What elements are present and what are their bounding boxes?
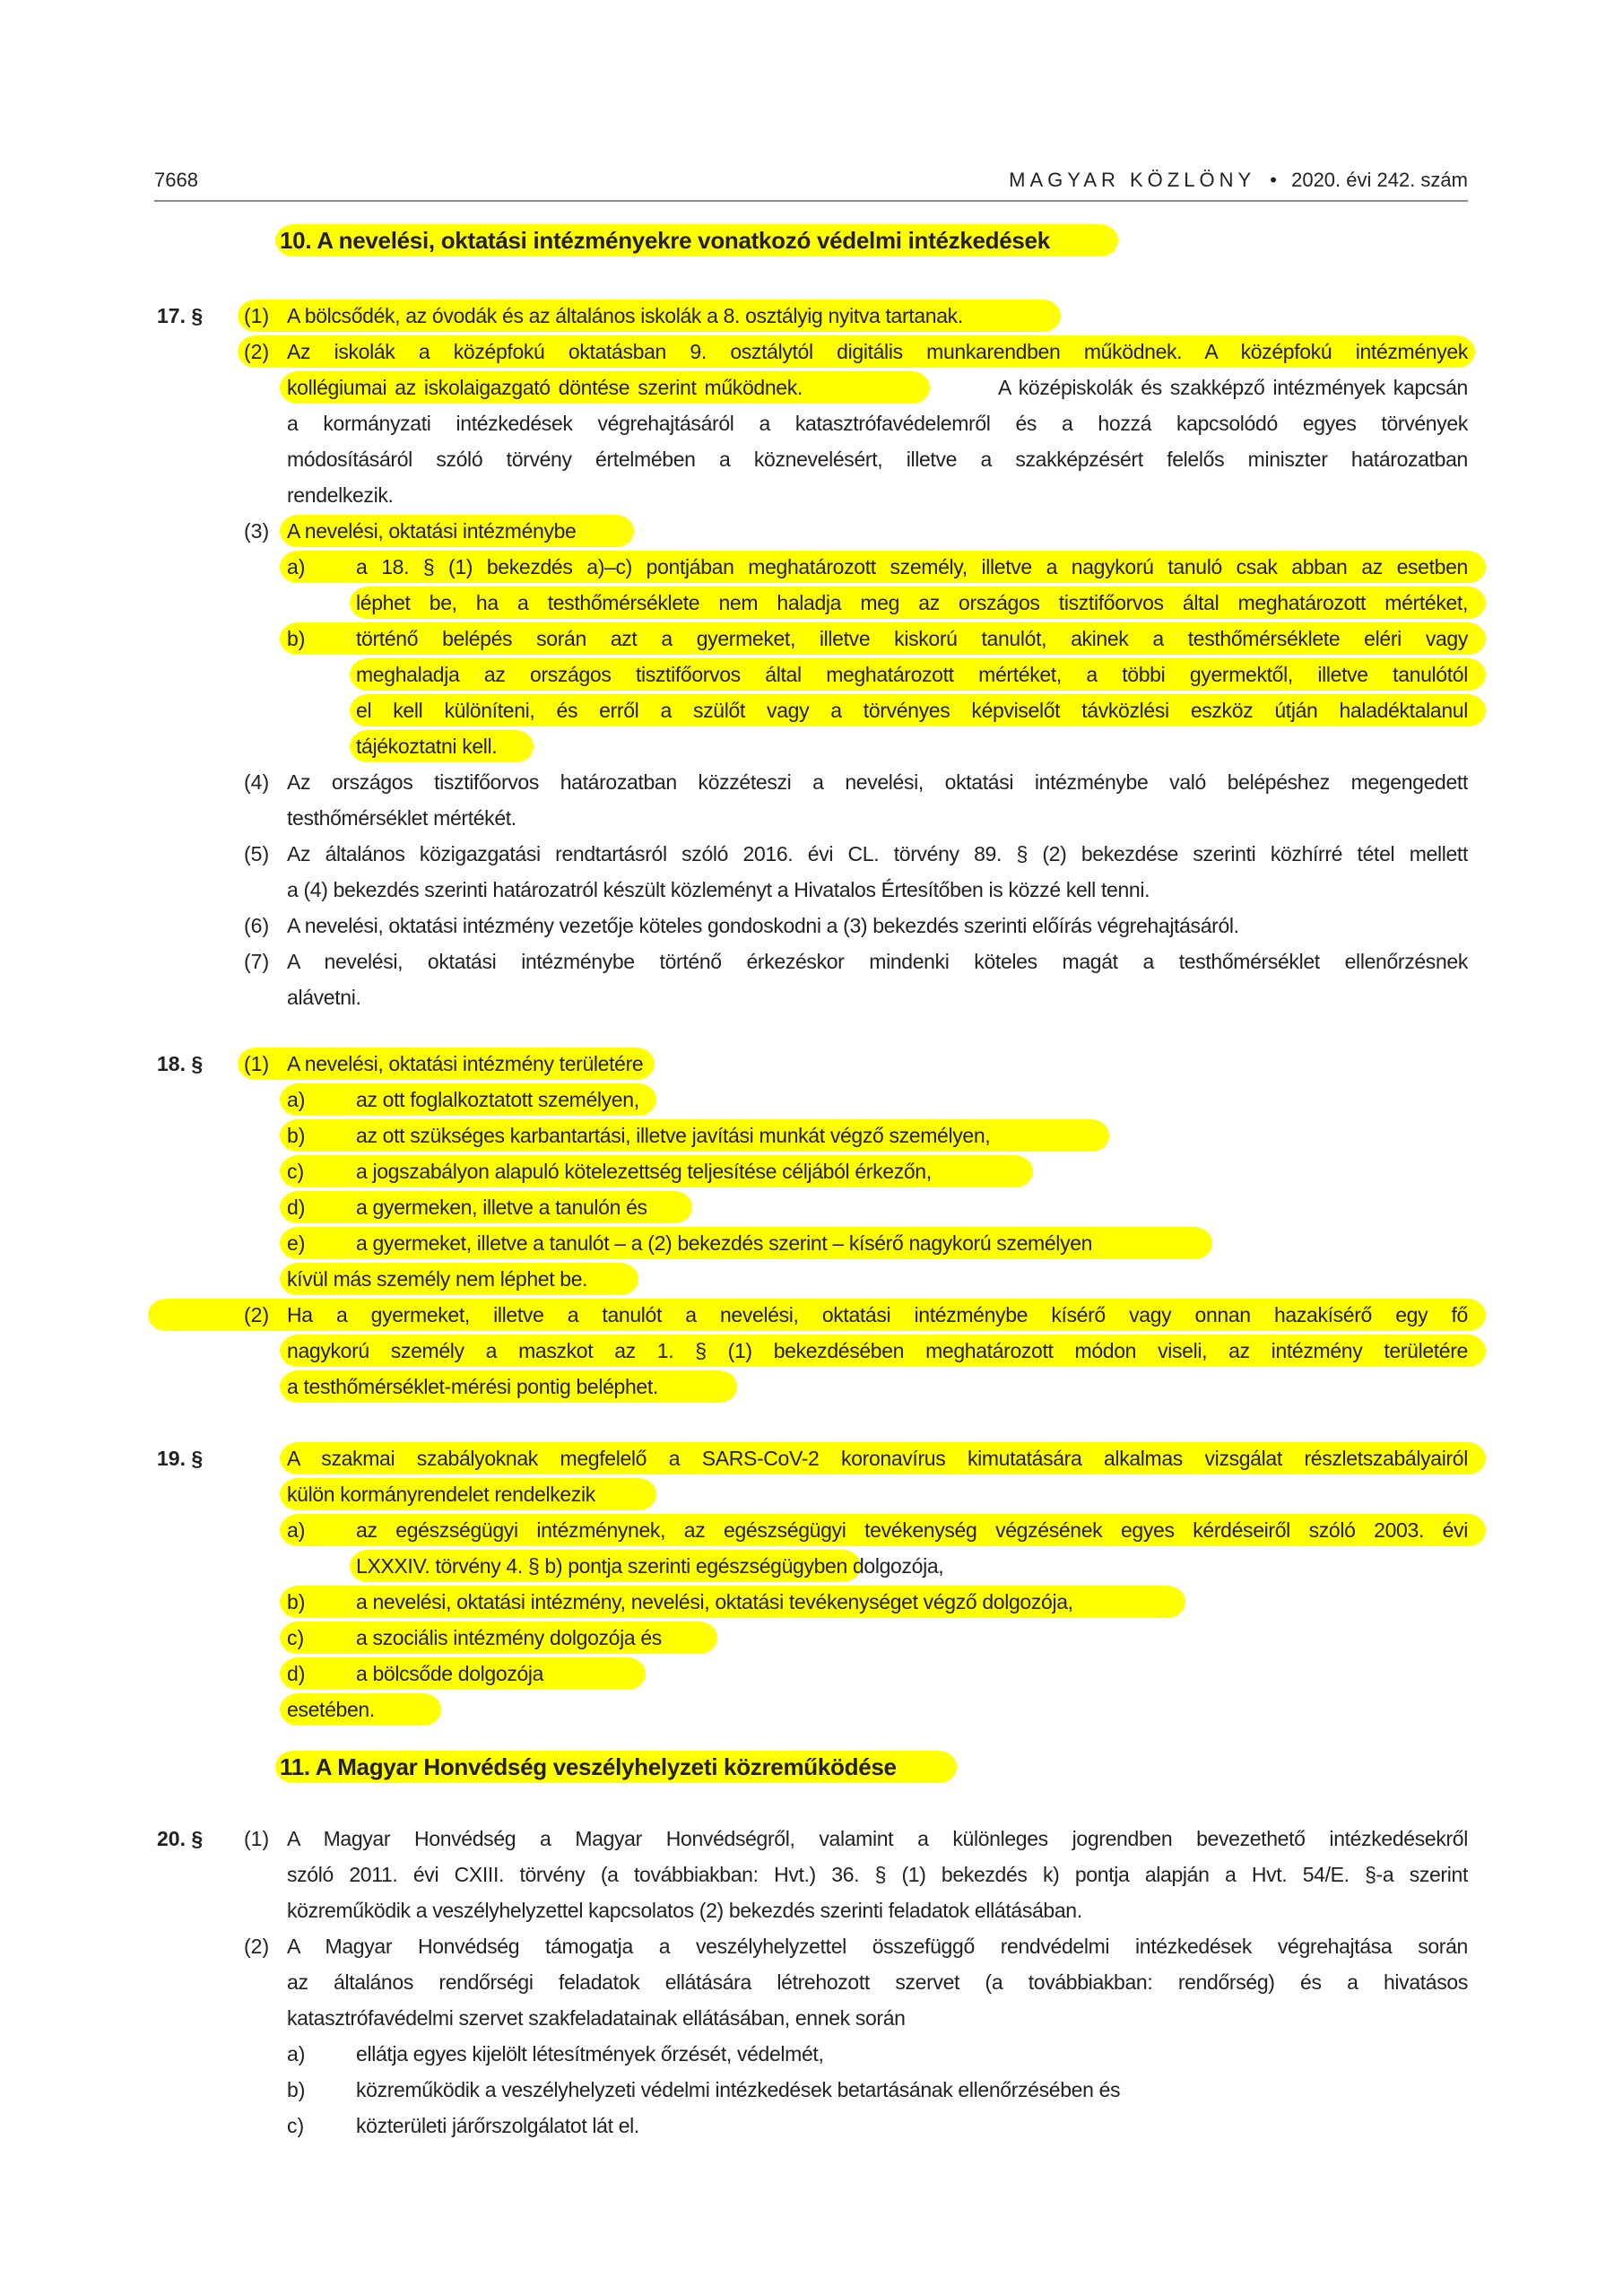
chapter-heading-10: 10. A nevelési, oktatási intézményekre vonatkozó védelmi intézkedések: [280, 227, 1050, 254]
item-label: b): [287, 2078, 306, 2101]
item-label: d): [287, 1662, 306, 1685]
paragraph-label: (6): [244, 914, 270, 937]
text-line: kívül más személy nem léphet be.: [287, 1267, 588, 1291]
item-label: c): [287, 1160, 305, 1183]
text-line: a bölcsőde dolgozója: [356, 1662, 544, 1685]
item-label: e): [287, 1231, 306, 1255]
paragraph-label: (2): [244, 1303, 270, 1326]
paragraph-label: (3): [244, 519, 270, 543]
text-line: Ha a gyermeket, illetve a tanulót a nevelési, oktatási intézménybe kísérő vagy onnan hazakísérő egy fő: [287, 1303, 1468, 1326]
text-line: LXXXIV. törvény 4. § b) pontja szerinti egészségügyben dolgozója,: [356, 1554, 944, 1578]
section-number: 18. §: [157, 1052, 204, 1075]
text-line: A bölcsődék, az óvodák és az általános iskolák a 8. osztályig nyitva tartanak.: [287, 304, 963, 327]
text-line: az általános rendőrségi feladatok ellátására létrehozott szervet (a továbbiakban: rendőrség) és a hivatásos: [287, 1970, 1468, 1994]
header-rule: [154, 200, 1468, 202]
text-line: testhőmérséklet mértékét.: [287, 806, 516, 830]
item-text: a jogszabályon alapuló kötelezettség teljesítése céljából érkezőn,: [356, 1160, 932, 1183]
section-number: 20. §: [157, 1827, 204, 1850]
text-line: a kormányzati intézkedések végrehajtásáról a katasztrófavédelemről és a hozzá kapcsolódó egyes törvények: [287, 412, 1468, 435]
item-text: a gyermeket, illetve a tanulót – a (2) bekezdés szerint – kísérő nagykorú személyen: [356, 1231, 1093, 1255]
text-line: meghaladja az országos tisztifőorvos által meghatározott mértéket, a többi gyermektől, illetve tanulótól: [356, 663, 1468, 686]
item-label: d): [287, 1196, 306, 1219]
item-text: ellátja egyes kijelölt létesítmények őrzését, védelmét,: [356, 2042, 824, 2066]
item-label: b): [287, 1124, 306, 1147]
issue-number: 2020. évi 242. szám: [1291, 169, 1468, 191]
text-line: a nevelési, oktatási intézmény, nevelési, oktatási tevékenységet végző dolgozója,: [356, 1590, 1073, 1613]
item-text: az ott foglalkoztatott személyen,: [356, 1088, 639, 1111]
text-line: A nevelési, oktatási intézmény területére: [287, 1052, 644, 1075]
text-line: tájékoztatni kell.: [356, 735, 498, 758]
item-label: a): [287, 1518, 306, 1542]
item-label: b): [287, 627, 306, 650]
text-line: Az országos tisztifőorvos határozatban közzéteszi a nevelési, oktatási intézménybe való belépéshez megengedett: [287, 770, 1468, 794]
item-label: b): [287, 1590, 306, 1613]
paragraph-label: (1): [244, 1827, 270, 1850]
text-line: módosításáról szóló törvény értelmében a köznevelésért, illetve a szakképzésért felelős miniszter határozatban: [287, 448, 1468, 471]
journal-title: [1009, 169, 1468, 192]
text-line: Az általános közigazgatási rendtartásról szóló 2016. évi CL. törvény 89. § (2) bekezdése szerinti közhírré tétel mellett: [287, 842, 1468, 865]
item-label: c): [287, 2114, 305, 2137]
text-line-split: [287, 370, 1468, 405]
item-text: a gyermeken, illetve a tanulón és: [356, 1196, 647, 1219]
text-line: A nevelési, oktatási intézmény vezetője köteles gondoskodni a (3) bekezdés szerinti előírás végrehajtásáról.: [287, 914, 1239, 937]
text-line: külön kormányrendelet rendelkezik: [287, 1483, 595, 1506]
text-line: nagykorú személy a maszkot az 1. § (1) bekezdésében meghatározott módon viseli, az intézmény területére: [287, 1339, 1468, 1362]
text-line-plain-part: A középiskolák és szakképző intézmények kapcsán: [998, 376, 1468, 399]
paragraph-label: (2): [244, 1935, 270, 1958]
section-number: 19. §: [157, 1447, 204, 1470]
item-text: az ott szükséges karbantartási, illetve javítási munkát végző személyen,: [356, 1124, 991, 1147]
text-line: el kell különíteni, és erről a szülőt vagy a törvényes képviselőt távközlési eszköz útján haladéktalanul: [356, 699, 1468, 722]
text-line: A nevelési, oktatási intézménybe történő érkezéskor mindenki köteles magát a testhőmérséklet ellenőrzésnek: [287, 950, 1468, 973]
text-line: a (4) bekezdés szerinti határozatról készült közleményt a Hivatalos Értesítőben is közzé kell tenni.: [287, 878, 1150, 901]
paragraph-label: (1): [244, 1052, 270, 1075]
paragraph-label: (7): [244, 950, 270, 973]
text-line-highlighted-part: kollégiumai az iskolaigazgató döntése szerint működnek.: [287, 376, 803, 399]
text-line: Az iskolák a középfokú oktatásban 9. osztálytól digitális munkarendben működnek. A középfokú intézmények: [287, 340, 1468, 363]
item-label: a): [287, 555, 306, 578]
text-line: közreműködik a veszélyhelyzettel kapcsolatos (2) bekezdés szerinti feladatok ellátásában.: [287, 1899, 1082, 1922]
paragraph-label: (5): [244, 842, 270, 865]
text-line: A Magyar Honvédség támogatja a veszélyhelyzettel összefüggő rendvédelmi intézkedések végrehajtása során: [287, 1935, 1468, 1958]
text-line: léphet be, ha a testhőmérséklete nem haladja meg az országos tisztifőorvos által meghatározott mértéket,: [356, 591, 1468, 614]
item-text: közreműködik a veszélyhelyzeti védelmi intézkedések betartásának ellenőrzésében és: [356, 2078, 1121, 2101]
journal-name: MAGYAR KÖZLÖNY: [1009, 169, 1256, 191]
text-line: esetében.: [287, 1698, 375, 1721]
text-line: katasztrófavédelmi szervet szakfeladatainak ellátásában, ennek során: [287, 2006, 906, 2030]
text-line: az egészségügyi intézménynek, az egészségügyi tevékenység végzésének egyes kérdéseiről szóló 2003. évi: [356, 1518, 1468, 1542]
chapter-heading-11: 11. A Magyar Honvédség veszélyhelyzeti közreműködése: [280, 1753, 897, 1780]
text-line: a testhőmérséklet-mérési pontig beléphet.: [287, 1375, 658, 1398]
page-number: 7668: [154, 169, 198, 191]
section-number: 17. §: [157, 304, 204, 327]
text-line: a 18. § (1) bekezdés a)–c) pontjában meghatározott személy, illetve a nagykorú tanuló csak abban az esetben: [356, 555, 1468, 578]
text-line: szóló 2011. évi CXIII. törvény (a továbbiakban: Hvt.) 36. § (1) bekezdés k) pontja alapján a Hvt. 54/E. §-a szerint: [287, 1863, 1468, 1886]
text-line: A szakmai szabályoknak megfelelő a SARS-CoV-2 koronavírus kimutatására alkalmas vizsgálat részletszabályairól: [287, 1447, 1468, 1470]
item-label: a): [287, 2042, 306, 2066]
text-line: A Magyar Honvédség a Magyar Honvédségről, valamint a különleges jogrendben bevezethető intézkedésekről: [287, 1827, 1468, 1850]
item-label: c): [287, 1626, 305, 1649]
text-line: rendelkezik.: [287, 483, 394, 507]
item-label: a): [287, 1088, 306, 1111]
text-line: A nevelési, oktatási intézménybe: [287, 519, 577, 543]
text-line: a szociális intézmény dolgozója és: [356, 1626, 662, 1649]
item-text: közterületi járőrszolgálatot lát el.: [356, 2114, 639, 2137]
paragraph-label: (4): [244, 770, 270, 794]
text-line: történő belépés során azt a gyermeket, illetve kiskorú tanulót, akinek a testhőmérséklete eléri vagy: [356, 627, 1468, 650]
paragraph-label: (1): [244, 304, 270, 327]
paragraph-label: (2): [244, 340, 270, 363]
text-line: alávetni.: [287, 986, 361, 1009]
header-bullet: •: [1270, 169, 1277, 191]
